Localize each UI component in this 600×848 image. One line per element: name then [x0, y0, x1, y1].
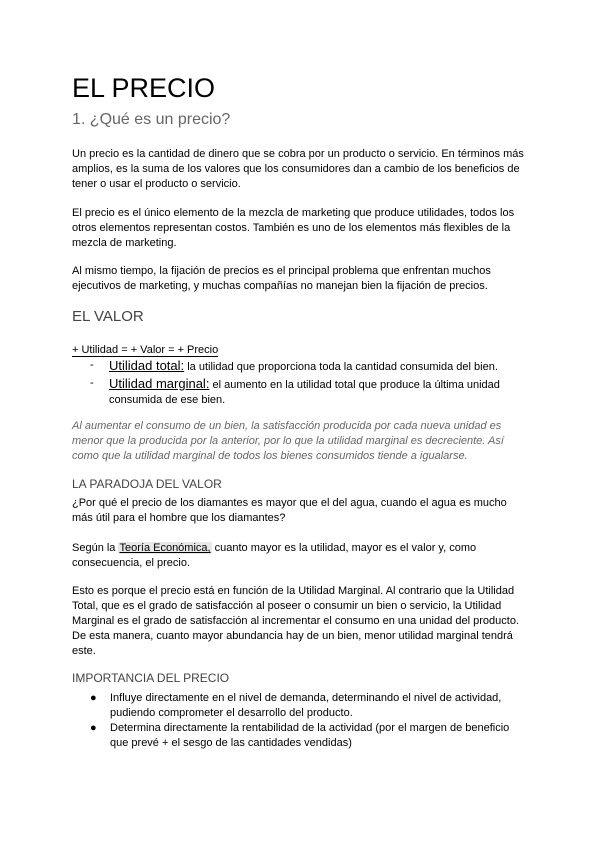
teoria-economica-link[interactable]: Teoría Económica, — [119, 542, 211, 554]
definition-term: Utilidad total: — [109, 358, 185, 373]
heading-el-valor: EL VALOR — [72, 308, 144, 325]
paradoja-paragraph-2 — [72, 541, 530, 571]
heading-importancia: IMPORTANCIA DEL PRECIO — [72, 671, 230, 685]
paragraph-text: cuanto mayor es la utilidad, mayor es el valor y, como consecuencia, el precio. — [72, 542, 477, 569]
intro-paragraph-3: Al mismo tiempo, la fijación de precios es el principal problema que enfrentan muchos ejecutivos de marketing, y muchas compañías no manejan bien la fijación de precios. — [72, 265, 491, 292]
paradoja-paragraph-3: Esto es porque el precio está en función de la Utilidad Marginal. Al contrario que la Utilidad Total, que es el grado de satisfacción al poseer o consumir un bien o servicio, la Utilidad Marginal es el grado de satisfacción al incrementar el consumo en una unidad del producto. De esta manera, cuanto mayor abundancia hay de un bien, menor utilidad marginal tendrá este. — [72, 585, 519, 657]
importancia-item-text: Determina directamente la rentabilidad de la actividad (por el margen de beneficio que prevé + el sesgo de las cantidades vendidas) — [110, 722, 510, 749]
utility-formula — [72, 343, 218, 357]
marginal-utility-quote: Al aumentar el consumo de un bien, la satisfacción producida por cada nueva unidad es menor que la producida por la anterior, por lo que la utilidad marginal es decreciente. Así como que la utilidad marginal de todos los bienes consumidos tiende a igualarse. — [72, 420, 504, 462]
utility-formula-text: + Utilidad = + Valor = + Precio — [72, 344, 219, 356]
document-title: EL PRECIO — [72, 73, 216, 103]
intro-paragraph-2: El precio es el único elemento de la mezcla de marketing que produce utilidades, todos los otros elementos representan costos. También es uno de los elementos más flexibles de la mezcla de marketing. — [72, 207, 515, 249]
bullet-dot-icon: ● — [90, 722, 97, 734]
dash-bullet: - — [90, 377, 94, 389]
definition-term: Utilidad marginal: — [109, 376, 210, 391]
paragraph-text: Según la — [72, 542, 119, 554]
definition-text: la utilidad que proporciona toda la cantidad consumida del bien. — [184, 361, 498, 373]
dash-bullet: - — [90, 359, 94, 371]
paradoja-question: ¿Por qué el precio de los diamantes es mayor que el del agua, cuando el agua es mucho más útil para el hombre que los diamantes? — [72, 497, 507, 524]
section-subtitle: 1. ¿Qué es un precio? — [72, 111, 231, 128]
importancia-item-text: Influye directamente en el nivel de demanda, determinando el nivel de actividad, pudiendo comprometer el desarrollo del producto. — [110, 692, 502, 719]
bullet-dot-icon: ● — [90, 692, 97, 704]
heading-paradoja: LA PARADOJA DEL VALOR — [72, 477, 222, 491]
definition-text: el aumento en la utilidad total que produce la última unidad consumida de ese bien. — [109, 379, 500, 406]
definition-body — [109, 376, 529, 408]
definition-body — [109, 358, 529, 375]
intro-paragraph-1: Un precio es la cantidad de dinero que se cobra por un producto o servicio. En términos más amplios, es la suma de los valores que los consumidores dan a cambio de los beneficios de tener o usar el producto o servicio. — [72, 148, 524, 190]
